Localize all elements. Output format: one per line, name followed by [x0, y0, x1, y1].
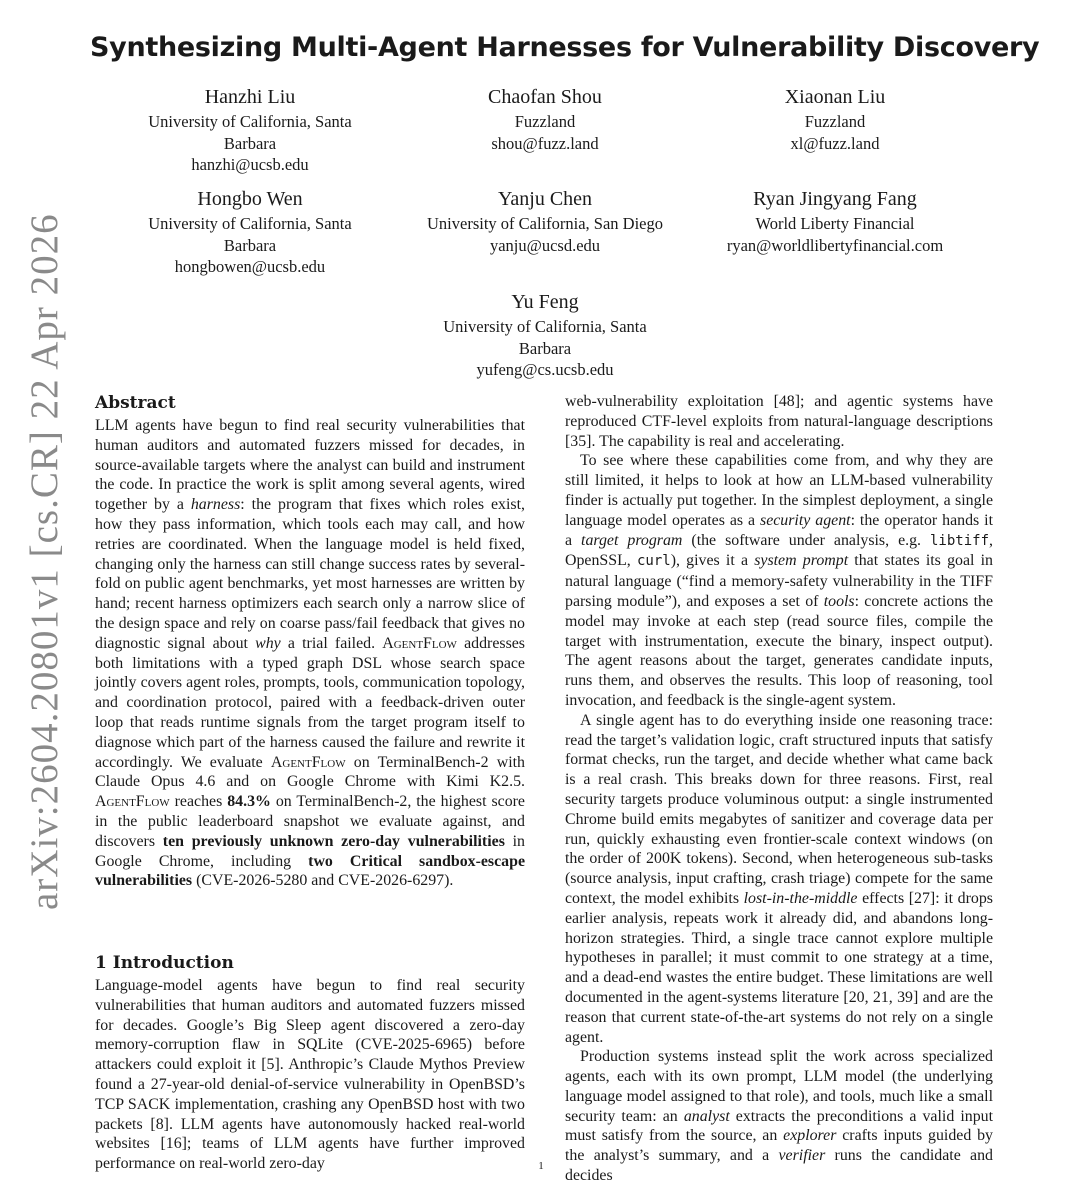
author-name: Xiaonan Liu [784, 86, 886, 108]
author-email[interactable]: hanzhi@ucsb.edu [191, 155, 309, 174]
author-affiliation-cont: Barbara [223, 133, 277, 153]
author-name: Yu Feng [511, 291, 579, 313]
body-paragraph: To see where these capabilities come from, and why they are still limited, it helps to look at how an LLM-based vulnerability finder is actually put together. In the simplest deployment, a single language model operates as a security agent: the operator hands it a target program (the software under analysis, e.g. libtiff, OpenSSL, curl), gives it a system prompt that states its goal in natural language (“find a memory-safety vulnerability in the TIFF parsing module”), and exposes a set of tools: concrete actions the model may invoke at each step (read source files, compile the target with instrumentation, execute the binary, inspect output). The agent reasons about the target, generates candidate inputs, runs them, and observes the results. This loop of reasoning, tool invocation, and feedback is the single-agent system. [565, 452, 994, 709]
author-email[interactable]: yufeng@cs.ucsb.edu [476, 360, 614, 379]
body-paragraph: web-vulnerability exploitation [48]; and agentic systems have reproduced CTF-level exploits from natural-language descriptions [35]. The capability is real and accelerating. [565, 393, 993, 450]
author-email[interactable]: ryan@worldlibertyfinancial.com [726, 235, 944, 255]
body-paragraph: A single agent has to do everything inside one reasoning trace: read the target’s validation logic, craft structured inputs that satisfy format checks, run the target, and decide whether what came back is a real crash. This breaks down for three reasons. First, real security targets produce voluminous output: a single instrumented Chrome build emits megabytes of sanitizer and coverage data per run, quickly exhausting even frontier-scale context windows (on the order of 200K tokens). Second, when heterogeneous sub-tasks (source analysis, input crafting, crash triage) compete for the same context, the model exhibits lost-in-the-middle effects [27]: it drops earlier analysis, repeats work it already did, and abandons long-horizon strategies. Third, a single trace cannot explore multiple hypotheses in parallel; it must commit to one strategy at a time, and a dead-end wastes the entire budget. These limitations are well documented in the agent-systems literature [20, 21, 39] and are the reason that current state-of-the-art systems do not rely on a single agent. [565, 711, 993, 1046]
author-name: Hanzhi Liu [204, 86, 296, 108]
author-block [400, 290, 690, 381]
author-block [110, 85, 390, 176]
system-name: AgentFlow [270, 753, 346, 771]
abstract-heading: Abstract [95, 393, 176, 413]
abstract-text: LLM agents have begun to find real security vulnerabilities that human auditors and automated fuzzers missed for decades, in source-available targets where the analyst can build and instrument the code. In practice the work is split among several agents, wired together by a harness: the program that fixes which roles exist, how they pass information, which tools each may call, and how retries are coordinated. When the language model is held fixed, changing only the harness can still change success rates by several-fold on public agent benchmarks, yet most harnesses are written by hand; recent harness optimizers each search only a narrow slice of the design space and rely on coarse pass/fail feedback that gives no diagnostic signal about why a trial failed. AgentFlow addresses both limitations with a typed graph DSL whose search space jointly covers agent roles, prompts, tools, communication topology, and coordination protocol, paired with a feedback-driven outer loop that reads runtime signals from the target program itself to diagnose which part of the harness caused the failure and rewrite it accordingly. We evaluate AgentFlow on TerminalBench-2 with Claude Opus 4.6 and on Google Chrome with Kimi K2.5. AgentFlow reaches 84.3% on TerminalBench-2, the highest score in the public leaderboard snapshot we evaluate against, and discovers ten previously unknown zero-day vulnerabilities in Google Chrome, including two Critical sandbox-escape vulnerabilities (CVE-2026-5280 and CVE-2026-6297). [95, 417, 525, 890]
author-name: Hongbo Wen [197, 188, 303, 210]
author-affiliation-cont: Barbara [223, 235, 277, 255]
author-affiliation: World Liberty Financial [755, 214, 915, 233]
body-paragraph: Production systems instead split the work across specialized agents, each with its own prompt, LLM model (the underlying language model assigned to that role), and tools, much like a small security team: an analyst extracts the preconditions a valid input must satisfy from the source, an explorer crafts inputs guided by the analyst’s summary, and a verifier runs the candidate and decides [565, 1048, 993, 1185]
author-email[interactable]: shou@fuzz.land [491, 133, 599, 153]
author-affiliation: Fuzzland [804, 112, 866, 131]
page-number: 1 [538, 1160, 544, 1172]
author-name: Yanju Chen [497, 188, 593, 210]
introduction-section [95, 952, 525, 1174]
author-block [400, 187, 690, 256]
system-name: AgentFlow [382, 634, 457, 652]
introduction-paragraph: Language-model agents have begun to find real security vulnerabilities that human auditors and automated fuzzers missed for decades. Google’s Big Sleep agent discovered a zero-day memory-corruption flaw in SQLite (CVE-2025-6965) before attackers could exploit it [5]. Anthropic’s Claude Mythos Preview found a 27-year-old denial-of-service vulnerability in OpenBSD’s TCP SACK implementation, crashing any OpenBSD host with two packets [8]. LLM agents have autonomously hacked real-world websites [16]; teams of LLM agents have further improved performance on real-world zero-day [95, 977, 525, 1173]
author-affiliation: University of California, San Diego [427, 214, 663, 233]
author-email[interactable]: hongbowen@ucsb.edu [174, 257, 326, 276]
arxiv-identifier: arXiv:2604.20801v1 [cs.CR] 22 Apr 2026 [23, 213, 66, 910]
author-affiliation-cont: Barbara [518, 338, 572, 358]
introduction-heading: 1 Introduction [95, 953, 234, 973]
author-block [400, 85, 690, 154]
author-email[interactable]: yanju@ucsd.edu [489, 235, 601, 255]
author-block [700, 187, 970, 256]
right-column [565, 392, 993, 1186]
author-affiliation: University of California, Santa [443, 317, 647, 336]
author-block [110, 187, 390, 278]
author-name: Chaofan Shou [488, 86, 602, 108]
system-name: AgentFlow [95, 793, 170, 811]
author-affiliation: University of California, Santa [148, 112, 352, 131]
paper-title: Synthesizing Multi-Agent Harnesses for Vulnerability Discovery [90, 32, 1040, 63]
author-email[interactable]: xl@fuzz.land [790, 133, 880, 153]
left-column [95, 392, 525, 891]
author-affiliation: University of California, Santa [148, 214, 352, 233]
author-name: Ryan Jingyang Fang [753, 188, 917, 210]
author-block [700, 85, 970, 154]
author-affiliation: Fuzzland [514, 112, 576, 131]
